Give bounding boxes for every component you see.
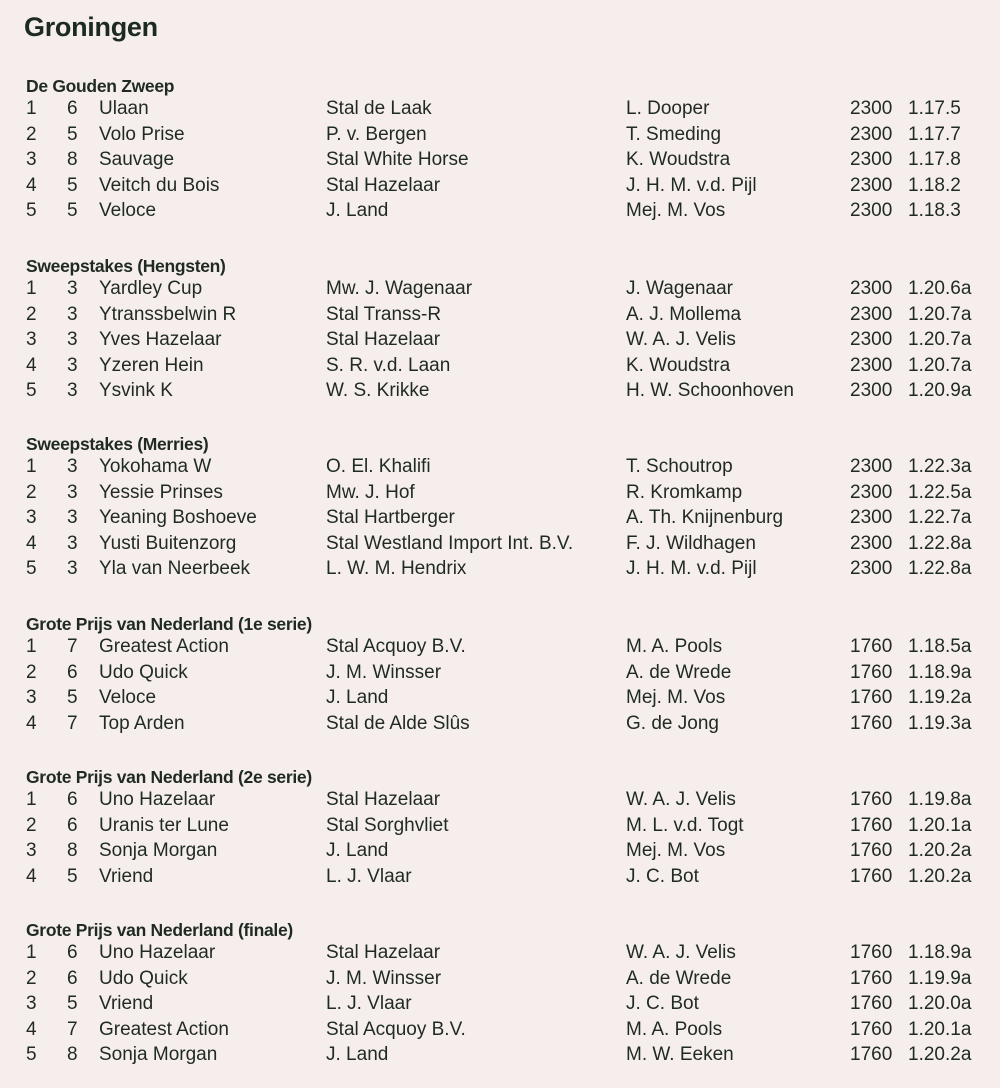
result-row (0, 304, 1000, 329)
distance-cell: 1760 (850, 661, 893, 683)
age-cell: 8 (67, 1044, 78, 1066)
age-cell: 8 (67, 840, 78, 862)
horse-name-cell: Yla van Neerbeek (99, 558, 251, 580)
race-heading: Grote Prijs van Nederland (1e serie) (26, 614, 312, 634)
result-row (0, 789, 1000, 814)
position-cell: 1 (26, 456, 37, 477)
position-cell: 2 (26, 814, 37, 836)
distance-cell: 1760 (850, 840, 893, 862)
driver-cell: J. H. M. v.d. Pijl (626, 558, 757, 580)
driver-cell: M. A. Pools (626, 1018, 723, 1040)
position-cell: 2 (26, 303, 37, 325)
age-cell: 7 (67, 1018, 78, 1040)
owner-cell: W. S. Krikke (326, 380, 430, 402)
time-cell: 1.17.5 (908, 98, 961, 119)
result-row (0, 507, 1000, 532)
driver-cell: W. A. J. Velis (626, 789, 736, 810)
time-cell: 1.17.8 (908, 149, 961, 171)
driver-cell: M. W. Eeken (626, 1044, 734, 1066)
owner-cell: Stal Transs-R (326, 303, 442, 325)
driver-cell: F. J. Wildhagen (626, 532, 756, 554)
age-cell: 3 (67, 507, 78, 529)
age-cell: 3 (67, 456, 78, 477)
horse-name-cell: Yusti Buitenzorg (99, 532, 237, 554)
age-cell: 7 (67, 712, 78, 734)
driver-cell: H. W. Schoonhoven (626, 380, 794, 402)
time-cell: 1.20.2a (908, 865, 972, 887)
horse-name-cell: Uno Hazelaar (99, 942, 216, 963)
distance-cell: 2300 (850, 481, 893, 503)
result-row (0, 329, 1000, 354)
time-cell: 1.22.7a (908, 507, 972, 529)
distance-cell: 2300 (850, 507, 893, 529)
time-cell: 1.20.7a (908, 354, 972, 376)
time-cell: 1.19.3a (908, 712, 972, 734)
result-row (0, 380, 1000, 405)
owner-cell: Stal Westland Import Int. B.V. (326, 532, 574, 554)
driver-cell: W. A. J. Velis (626, 329, 736, 351)
position-cell: 3 (26, 329, 37, 351)
driver-cell: A. Th. Knijnenburg (626, 507, 784, 529)
position-cell: 3 (26, 687, 37, 709)
distance-cell: 1760 (850, 993, 893, 1015)
page-title: Groningen (24, 12, 158, 42)
driver-cell: J. C. Bot (626, 865, 699, 887)
age-cell: 8 (67, 149, 78, 171)
result-row (0, 815, 1000, 840)
owner-cell: J. Land (326, 840, 389, 862)
position-cell: 1 (26, 942, 37, 963)
age-cell: 3 (67, 532, 78, 554)
distance-cell: 2300 (850, 558, 893, 580)
owner-cell: Stal de Alde Slûs (326, 712, 470, 734)
position-cell: 2 (26, 661, 37, 683)
age-cell: 5 (67, 865, 78, 887)
distance-cell: 1760 (850, 967, 893, 989)
owner-cell: J. M. Winsser (326, 967, 442, 989)
owner-cell: J. Land (326, 200, 389, 222)
distance-cell: 1760 (850, 789, 893, 810)
driver-cell: A. de Wrede (626, 967, 732, 989)
time-cell: 1.20.1a (908, 1018, 972, 1040)
position-cell: 4 (26, 532, 37, 554)
owner-cell: S. R. v.d. Laan (326, 354, 451, 376)
distance-cell: 1760 (850, 712, 893, 734)
result-row (0, 840, 1000, 865)
time-cell: 1.20.2a (908, 1044, 972, 1066)
driver-cell: L. Dooper (626, 98, 710, 119)
time-cell: 1.19.8a (908, 789, 972, 810)
position-cell: 1 (26, 789, 37, 810)
horse-name-cell: Veloce (99, 687, 157, 709)
driver-cell: A. de Wrede (626, 661, 732, 683)
time-cell: 1.18.2 (908, 174, 961, 196)
distance-cell: 2300 (850, 123, 893, 145)
age-cell: 6 (67, 967, 78, 989)
age-cell: 5 (67, 993, 78, 1015)
distance-cell: 2300 (850, 303, 893, 325)
age-cell: 5 (67, 123, 78, 145)
result-row (0, 636, 1000, 661)
horse-name-cell: Yessie Prinses (99, 481, 223, 503)
owner-cell: Stal Acquoy B.V. (326, 1018, 466, 1040)
owner-cell: L. J. Vlaar (326, 993, 412, 1015)
horse-name-cell: Yardley Cup (99, 278, 203, 299)
horse-name-cell: Greatest Action (99, 1018, 229, 1040)
driver-cell: T. Smeding (626, 123, 722, 145)
horse-name-cell: Udo Quick (99, 661, 188, 683)
time-cell: 1.22.3a (908, 456, 972, 477)
race-heading: Grote Prijs van Nederland (2e serie) (26, 767, 312, 787)
owner-cell: Stal de Laak (326, 98, 432, 119)
position-cell: 5 (26, 558, 37, 580)
horse-name-cell: Veitch du Bois (99, 174, 220, 196)
horse-name-cell: Yokohama W (99, 456, 212, 477)
horse-name-cell: Ysvink K (99, 380, 173, 402)
horse-name-cell: Yeaning Boshoeve (99, 507, 257, 529)
result-row (0, 533, 1000, 558)
result-row (0, 278, 1000, 303)
age-cell: 6 (67, 814, 78, 836)
time-cell: 1.20.7a (908, 329, 972, 351)
owner-cell: Stal Hazelaar (326, 789, 441, 810)
horse-name-cell: Ulaan (99, 98, 149, 119)
time-cell: 1.19.2a (908, 687, 972, 709)
driver-cell: M. A. Pools (626, 636, 723, 657)
time-cell: 1.20.6a (908, 278, 972, 299)
driver-cell: Mej. M. Vos (626, 687, 726, 709)
owner-cell: L. J. Vlaar (326, 865, 412, 887)
horse-name-cell: Vriend (99, 993, 154, 1015)
result-row (0, 662, 1000, 687)
distance-cell: 2300 (850, 200, 893, 222)
result-row (0, 456, 1000, 481)
driver-cell: W. A. J. Velis (626, 942, 736, 963)
age-cell: 3 (67, 329, 78, 351)
result-row (0, 713, 1000, 738)
age-cell: 3 (67, 278, 78, 299)
owner-cell: O. El. Khalifi (326, 456, 431, 477)
time-cell: 1.20.9a (908, 380, 972, 402)
position-cell: 1 (26, 636, 37, 657)
age-cell: 3 (67, 380, 78, 402)
age-cell: 6 (67, 661, 78, 683)
age-cell: 5 (67, 687, 78, 709)
result-row (0, 1019, 1000, 1044)
distance-cell: 1760 (850, 865, 893, 887)
position-cell: 3 (26, 993, 37, 1015)
driver-cell: J. Wagenaar (626, 278, 734, 299)
age-cell: 3 (67, 481, 78, 503)
horse-name-cell: Ytranssbelwin R (99, 303, 237, 325)
position-cell: 3 (26, 149, 37, 171)
time-cell: 1.20.7a (908, 303, 972, 325)
position-cell: 4 (26, 865, 37, 887)
owner-cell: J. Land (326, 687, 389, 709)
horse-name-cell: Yzeren Hein (99, 354, 204, 376)
result-row (0, 993, 1000, 1018)
result-row (0, 355, 1000, 380)
owner-cell: P. v. Bergen (326, 123, 427, 145)
position-cell: 3 (26, 840, 37, 862)
time-cell: 1.20.1a (908, 814, 972, 836)
owner-cell: Stal Acquoy B.V. (326, 636, 466, 657)
horse-name-cell: Yves Hazelaar (99, 329, 222, 351)
position-cell: 5 (26, 1044, 37, 1066)
result-row (0, 942, 1000, 967)
result-row (0, 98, 1000, 123)
distance-cell: 1760 (850, 942, 893, 963)
driver-cell: M. L. v.d. Togt (626, 814, 744, 836)
horse-name-cell: Sauvage (99, 149, 175, 171)
position-cell: 5 (26, 380, 37, 402)
age-cell: 5 (67, 174, 78, 196)
horse-name-cell: Top Arden (99, 712, 185, 734)
distance-cell: 2300 (850, 98, 893, 119)
result-row (0, 968, 1000, 993)
age-cell: 3 (67, 303, 78, 325)
age-cell: 3 (67, 558, 78, 580)
position-cell: 1 (26, 98, 37, 119)
time-cell: 1.20.0a (908, 993, 972, 1015)
race-heading: Sweepstakes (Merries) (26, 434, 209, 454)
driver-cell: A. J. Mollema (626, 303, 742, 325)
age-cell: 5 (67, 200, 78, 222)
time-cell: 1.18.5a (908, 636, 972, 657)
distance-cell: 1760 (850, 687, 893, 709)
time-cell: 1.18.3 (908, 200, 961, 222)
position-cell: 2 (26, 123, 37, 145)
time-cell: 1.22.5a (908, 481, 972, 503)
distance-cell: 1760 (850, 814, 893, 836)
distance-cell: 1760 (850, 1018, 893, 1040)
distance-cell: 1760 (850, 1044, 893, 1066)
result-row (0, 687, 1000, 712)
age-cell: 7 (67, 636, 78, 657)
age-cell: 6 (67, 942, 78, 963)
owner-cell: Stal Hartberger (326, 507, 455, 529)
owner-cell: J. Land (326, 1044, 389, 1066)
time-cell: 1.19.9a (908, 967, 972, 989)
driver-cell: Mej. M. Vos (626, 200, 726, 222)
time-cell: 1.18.9a (908, 661, 972, 683)
race-heading: De Gouden Zweep (26, 76, 175, 96)
horse-name-cell: Udo Quick (99, 967, 188, 989)
age-cell: 6 (67, 98, 78, 119)
race-heading: Sweepstakes (Hengsten) (26, 256, 226, 276)
time-cell: 1.20.2a (908, 840, 972, 862)
result-row (0, 558, 1000, 583)
horse-name-cell: Vriend (99, 865, 154, 887)
distance-cell: 2300 (850, 149, 893, 171)
driver-cell: Mej. M. Vos (626, 840, 726, 862)
position-cell: 2 (26, 967, 37, 989)
age-cell: 6 (67, 789, 78, 810)
driver-cell: G. de Jong (626, 712, 719, 734)
distance-cell: 1760 (850, 636, 893, 657)
driver-cell: K. Woudstra (626, 354, 731, 376)
driver-cell: J. H. M. v.d. Pijl (626, 174, 757, 196)
horse-name-cell: Uranis ter Lune (99, 814, 229, 836)
horse-name-cell: Veloce (99, 200, 157, 222)
owner-cell: Stal Hazelaar (326, 329, 441, 351)
distance-cell: 2300 (850, 174, 893, 196)
owner-cell: J. M. Winsser (326, 661, 442, 683)
result-row (0, 124, 1000, 149)
result-row (0, 175, 1000, 200)
distance-cell: 2300 (850, 532, 893, 554)
distance-cell: 2300 (850, 329, 893, 351)
result-row (0, 1044, 1000, 1069)
owner-cell: Stal Hazelaar (326, 174, 441, 196)
time-cell: 1.17.7 (908, 123, 961, 145)
position-cell: 4 (26, 1018, 37, 1040)
distance-cell: 2300 (850, 380, 893, 402)
horse-name-cell: Uno Hazelaar (99, 789, 216, 810)
owner-cell: Stal White Horse (326, 149, 469, 171)
driver-cell: R. Kromkamp (626, 481, 743, 503)
owner-cell: Mw. J. Wagenaar (326, 278, 473, 299)
position-cell: 4 (26, 354, 37, 376)
horse-name-cell: Greatest Action (99, 636, 229, 657)
owner-cell: Stal Hazelaar (326, 942, 441, 963)
result-row (0, 200, 1000, 225)
position-cell: 4 (26, 174, 37, 196)
result-row (0, 149, 1000, 174)
owner-cell: Mw. J. Hof (326, 481, 415, 503)
result-row (0, 482, 1000, 507)
position-cell: 2 (26, 481, 37, 503)
position-cell: 1 (26, 278, 37, 299)
age-cell: 3 (67, 354, 78, 376)
horse-name-cell: Volo Prise (99, 123, 185, 145)
driver-cell: T. Schoutrop (626, 456, 733, 477)
time-cell: 1.22.8a (908, 558, 972, 580)
owner-cell: L. W. M. Hendrix (326, 558, 467, 580)
time-cell: 1.22.8a (908, 532, 972, 554)
driver-cell: J. C. Bot (626, 993, 699, 1015)
owner-cell: Stal Sorghvliet (326, 814, 449, 836)
horse-name-cell: Sonja Morgan (99, 1044, 218, 1066)
result-row (0, 866, 1000, 891)
distance-cell: 2300 (850, 354, 893, 376)
distance-cell: 2300 (850, 278, 893, 299)
driver-cell: K. Woudstra (626, 149, 731, 171)
position-cell: 3 (26, 507, 37, 529)
time-cell: 1.18.9a (908, 942, 972, 963)
race-heading: Grote Prijs van Nederland (finale) (26, 920, 293, 940)
position-cell: 5 (26, 200, 37, 222)
distance-cell: 2300 (850, 456, 893, 477)
horse-name-cell: Sonja Morgan (99, 840, 218, 862)
position-cell: 4 (26, 712, 37, 734)
